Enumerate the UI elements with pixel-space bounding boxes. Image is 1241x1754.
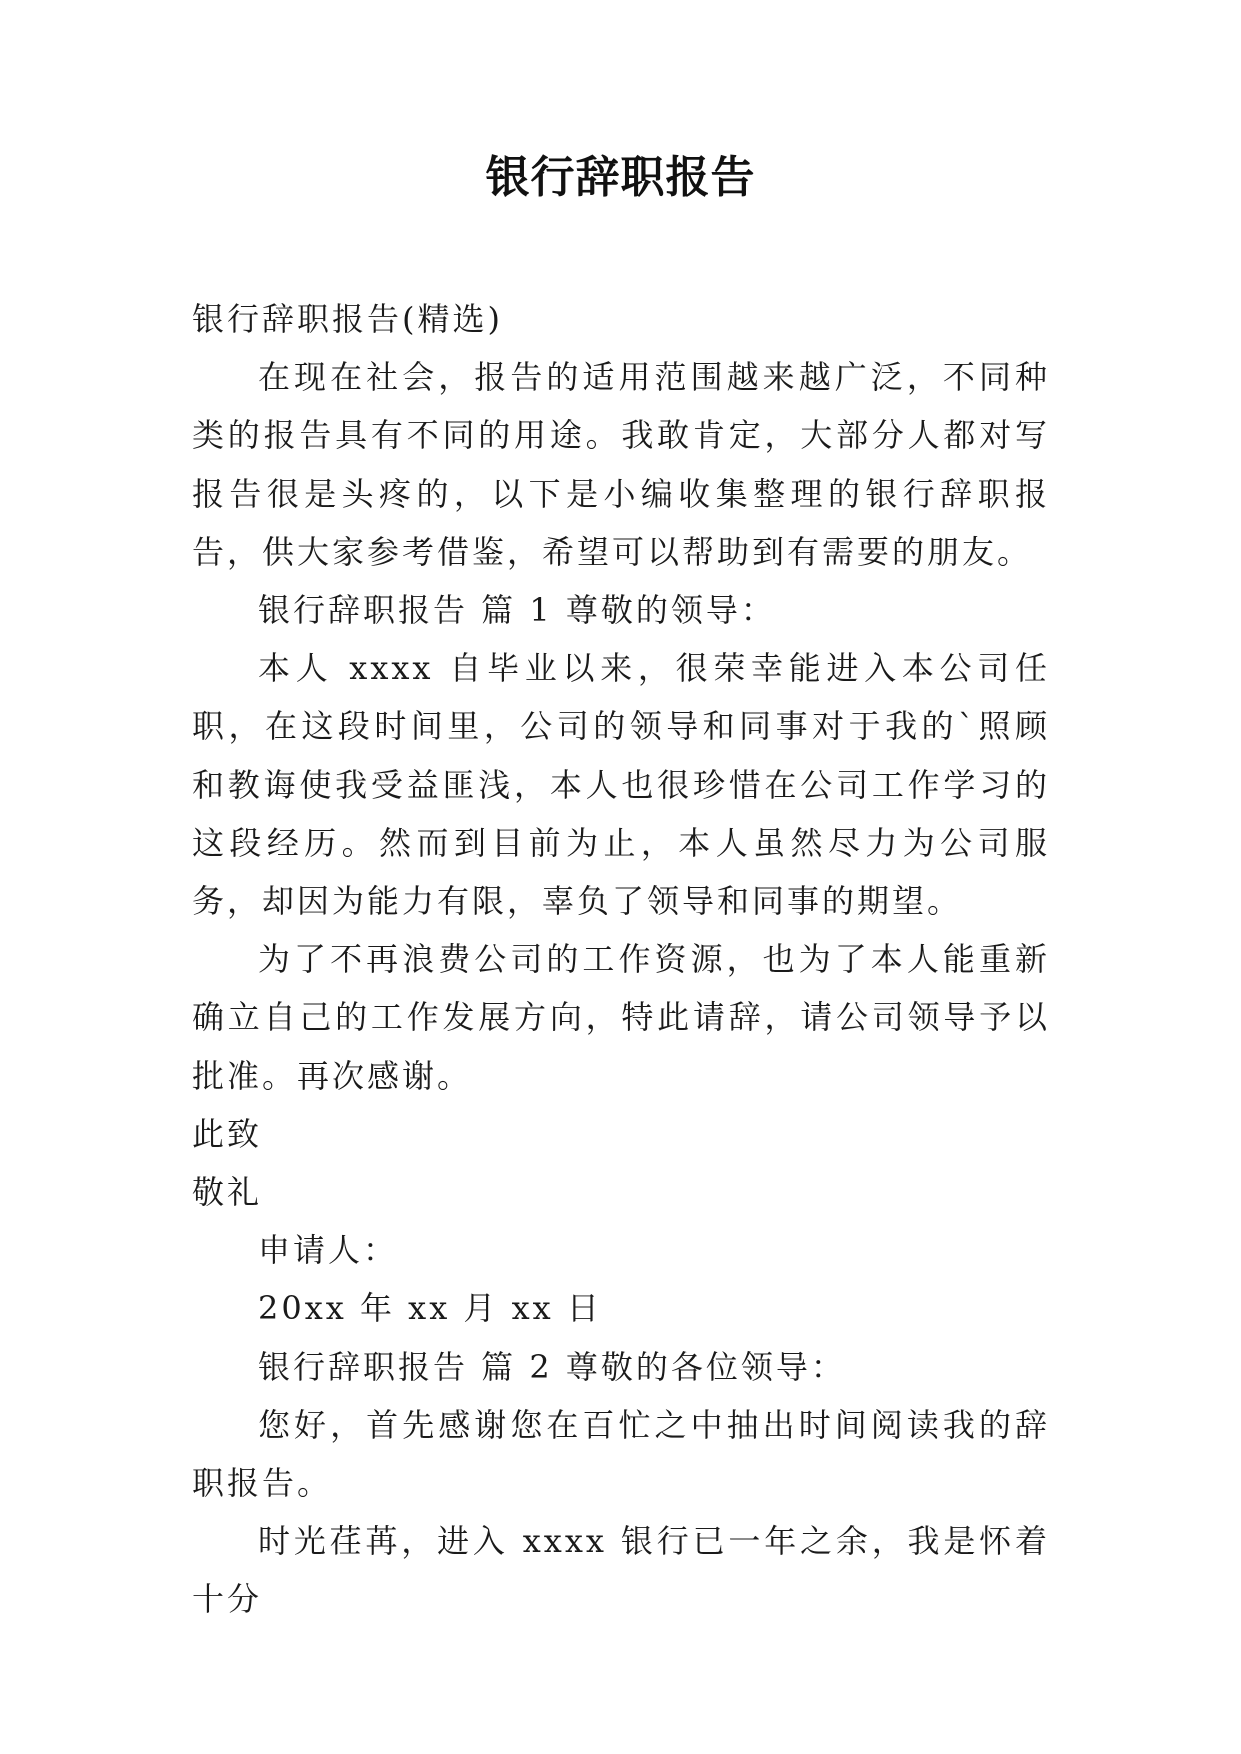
applicant-line: 申请人： <box>258 1231 399 1270</box>
document-body <box>192 290 1050 1629</box>
letter-2-heading: 银行辞职报告 篇 2 尊敬的各位领导： <box>258 1347 846 1386</box>
letter-2-paragraph: 时光荏苒，进入 xxxx 银行已一年之余，我是怀着十分 <box>192 1522 1050 1619</box>
letter-2-paragraph: 您好，首先感谢您在百忙之中抽出时间阅读我的辞职报告。 <box>192 1405 1050 1503</box>
date-line: 20xx 年 xx 月 xx 日 <box>258 1289 602 1328</box>
subtitle-paragraph: 银行辞职报告(精选) <box>192 300 503 338</box>
closing-salute: 敬礼 <box>192 1173 263 1212</box>
letter-1-paragraph: 本人 xxxx 自毕业以来，很荣幸能进入本公司任职，在这段时间里，公司的领导和同事对于我的`照顾和教诲使我受益匪浅，本人也很珍惜在公司工作学习的这段经历。然而到目前为止，本人虽然尽力为公司服务，却因为能力有限，辜负了领导和同事的期望。 <box>192 649 1050 921</box>
intro-paragraph: 在现在社会，报告的适用范围越来越广泛，不同种类的报告具有不同的用途。我敢肯定，大部分人都对写报告很是头疼的，以下是小编收集整理的银行辞职报告，供大家参考借鉴，希望可以帮助到有需要的朋友。 <box>192 358 1050 571</box>
document-title: 银行辞职报告 <box>485 152 756 203</box>
letter-1-paragraph: 为了不再浪费公司的工作资源，也为了本人能重新确立自己的工作发展方向，特此请辞，请公司领导予以批准。再次感谢。 <box>192 940 1050 1095</box>
letter-1-heading: 银行辞职报告 篇 1 尊敬的领导： <box>258 591 776 630</box>
closing-line: 此致 <box>192 1114 263 1153</box>
